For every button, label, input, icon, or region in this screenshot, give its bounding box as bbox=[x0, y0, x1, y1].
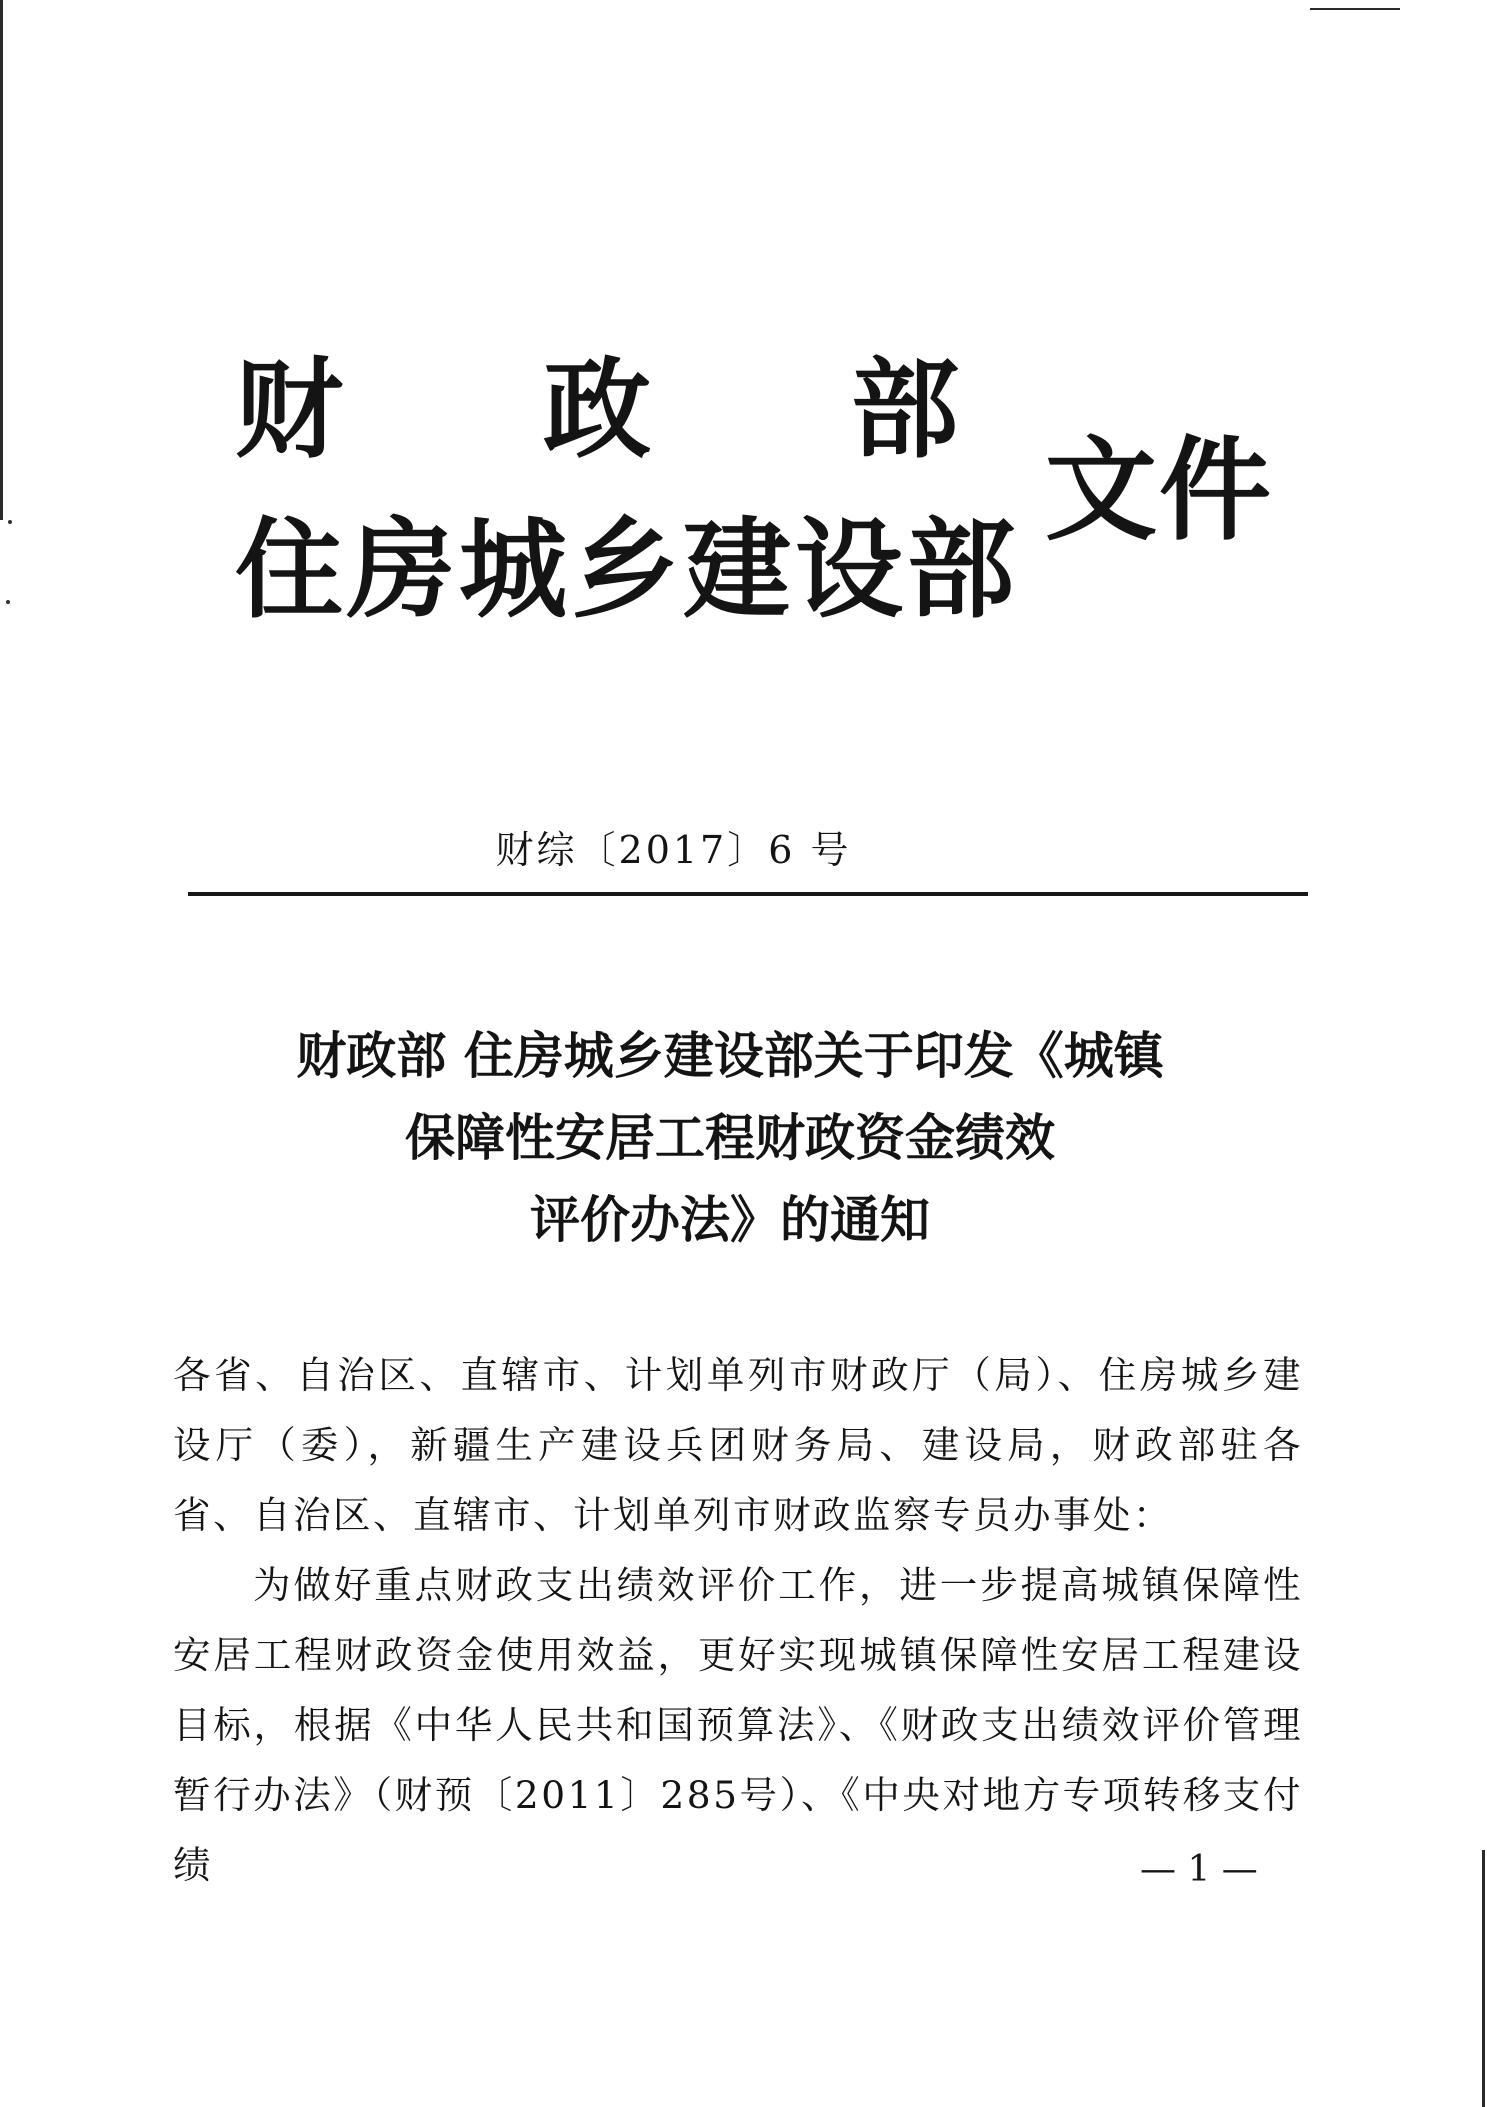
page-number: — 1 — bbox=[1140, 1849, 1258, 1890]
header-issuer-2: 住房城乡建设部 bbox=[235, 507, 1020, 633]
scan-edge-left bbox=[0, 0, 3, 520]
title-line-3: 评价办法》的通知 bbox=[530, 1190, 930, 1249]
title-line-1: 财政部 住房城乡建设部关于印发《城镇 bbox=[296, 1026, 1164, 1085]
document-title bbox=[180, 1015, 1280, 1261]
scan-speck bbox=[6, 600, 10, 604]
document-body bbox=[173, 1340, 1303, 1900]
scan-edge-right bbox=[1482, 1850, 1485, 2107]
title-line-2: 保障性安居工程财政资金绩效 bbox=[405, 1108, 1055, 1167]
header-divider bbox=[188, 892, 1308, 896]
document-header bbox=[235, 347, 1285, 645]
document-number bbox=[0, 825, 1487, 875]
header-suffix: 文件 bbox=[1045, 425, 1273, 556]
body-paragraph-1: 为做好重点财政支出绩效评价工作，进一步提高城镇保障性安居工程财政资金使用效益，更好实现城镇保障性安居工程建设目标，根据《中华人民共和国预算法》、《财政支出绩效评价管理暂行办法》（财预〔2011〕285号）、《中央对地方专项转移支付绩 bbox=[173, 1563, 1303, 1887]
document-number-text: 财综〔2017〕6 号 bbox=[495, 828, 852, 872]
addressee-paragraph: 各省、自治区、直辖市、计划单列市财政厅（局）、住房城乡建设厅（委），新疆生产建设兵团财务局、建设局，财政部驻各省、自治区、直辖市、计划单列市财政监察专员办事处： bbox=[173, 1353, 1303, 1537]
scan-edge-top bbox=[1310, 8, 1400, 10]
header-issuer-1: 财政部 bbox=[235, 347, 1160, 473]
scan-speck bbox=[8, 520, 12, 524]
